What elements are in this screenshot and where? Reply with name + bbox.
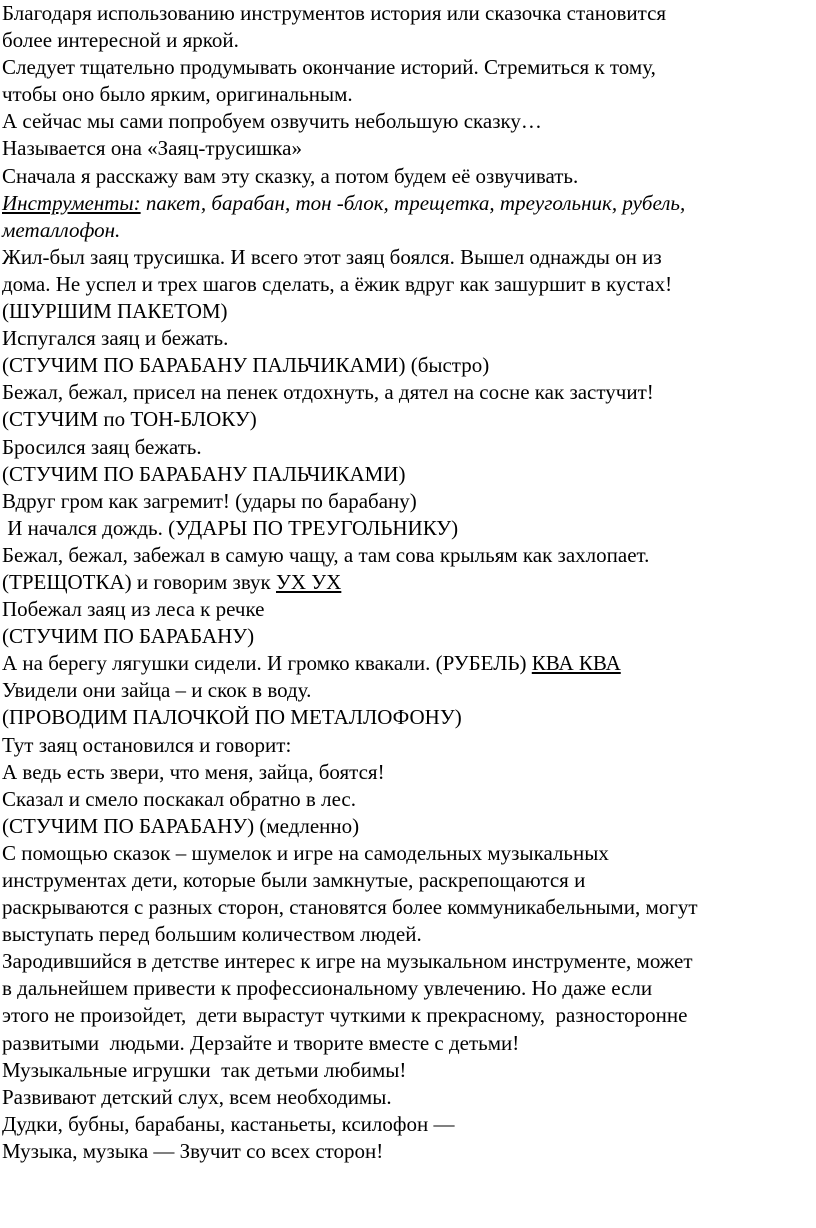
paragraph-line: в дальнейшем привести к профессиональному увлечению. Но даже если bbox=[2, 976, 653, 1001]
story-line: Вдруг гром как загремит! (удары по барабану) bbox=[2, 488, 417, 513]
story-line: (СТУЧИМ по ТОН-БЛОКУ) bbox=[2, 407, 257, 432]
story-line: Бросился заяц бежать. bbox=[2, 434, 202, 459]
story-line: Побежал заяц из леса к речке bbox=[2, 597, 265, 622]
story-line: Бежал, бежал, присел на пенек отдохнуть, а дятел на сосне как застучит! bbox=[2, 380, 654, 405]
frogs-sound: КВА КВА bbox=[531, 651, 621, 676]
text-line: А сейчас мы сами попробуем озвучить небольшую сказку… bbox=[2, 109, 542, 134]
paragraph-line: выступать перед большим количеством людей. bbox=[2, 922, 422, 947]
owl-sound: УХ УХ bbox=[276, 569, 342, 594]
poem-line: Музыкальные игрушки так детьми любимы! bbox=[2, 1057, 407, 1082]
story-line: (СТУЧИМ ПО БАРАБАНУ) (медленно) bbox=[2, 813, 360, 838]
instruments-line-2: металлофон. bbox=[2, 217, 121, 242]
story-line: (ПРОВОДИМ ПАЛОЧКОЙ ПО МЕТАЛЛОФОНУ) bbox=[2, 705, 462, 730]
story-line: Сказал и смело поскакал обратно в лес. bbox=[2, 786, 356, 811]
text-line: более интересной и яркой. bbox=[2, 28, 239, 53]
text-line: Называется она «Заяц-трусишка» bbox=[2, 136, 302, 161]
paragraph-line: С помощью сказок – шумелок и игре на самодельных музыкальных bbox=[2, 840, 609, 865]
story-line: (ШУРШИМ ПАКЕТОМ) bbox=[2, 299, 228, 324]
story-line: (СТУЧИМ ПО БАРАБАНУ ПАЛЬЧИКАМИ) bbox=[2, 461, 406, 486]
text-line: Сначала я расскажу вам эту сказку, а потом будем её озвучивать. bbox=[2, 163, 579, 188]
paragraph-line: развитыми людьми. Дерзайте и творите вместе с детьми! bbox=[2, 1030, 520, 1055]
text-line: Благодаря использованию инструментов история или сказочка становится bbox=[2, 1, 667, 25]
instruments-list: пакет, барабан, тон -блок, трещетка, треугольник, рубель, bbox=[140, 190, 686, 215]
story-line: Бежал, бежал, забежал в самую чащу, а там сова крыльям как захлопает. bbox=[2, 542, 650, 567]
poem-line: Дудки, бубны, барабаны, кастаньеты, ксилофон — bbox=[2, 1111, 455, 1136]
story-line: (СТУЧИМ ПО БАРАБАНУ) bbox=[2, 624, 255, 649]
text-line: Следует тщательно продумывать окончание историй. Стремиться к тому, bbox=[2, 55, 656, 80]
story-line: Жил-был заяц трусишка. И всего этот заяц боялся. Вышел однажды он из bbox=[2, 244, 662, 269]
owl-line bbox=[2, 569, 814, 596]
paragraph-line: этого не произойдет, дети вырастут чуткими к прекрасному, разносторонне bbox=[2, 1003, 688, 1028]
story-line: И начался дождь. (УДАРЫ ПО ТРЕУГОЛЬНИКУ) bbox=[2, 515, 459, 540]
story-line: дома. Не успел и трех шагов сделать, а ёжик вдруг как зашуршит в кустах! bbox=[2, 271, 673, 296]
frogs-text: А на берегу лягушки сидели. И громко квакали. (РУБЕЛЬ) bbox=[2, 651, 532, 676]
paragraph-line: раскрываются с разных сторон, становятся более коммуникабельными, могут bbox=[2, 895, 698, 920]
paragraph-line: Зародившийся в детстве интерес к игре на музыкальном инструменте, может bbox=[2, 949, 693, 974]
story-line: Тут заяц остановился и говорит: bbox=[2, 732, 292, 757]
frogs-line bbox=[2, 650, 814, 677]
story-line: Испугался заяц и бежать. bbox=[2, 326, 229, 351]
story-line: (СТУЧИМ ПО БАРАБАНУ ПАЛЬЧИКАМИ) (быстро) bbox=[2, 353, 490, 378]
owl-text: (ТРЕЩОТКА) и говорим звук bbox=[2, 569, 276, 594]
poem-line: Музыка, музыка — Звучит со всех сторон! bbox=[2, 1138, 384, 1163]
paragraph-line: инструментах дети, которые были замкнутые, раскрепощаются и bbox=[2, 868, 586, 892]
instruments-label: Инструменты: bbox=[2, 190, 141, 215]
poem-line: Развивают детский слух, всем необходимы. bbox=[2, 1084, 392, 1109]
text-line: чтобы оно было ярким, оригинальным. bbox=[2, 82, 353, 107]
story-line: Увидели они зайца – и скок в воду. bbox=[2, 678, 312, 703]
story-line: А ведь есть звери, что меня, зайца, боятся! bbox=[2, 759, 385, 784]
document-body bbox=[2, 0, 814, 1165]
instruments-line bbox=[2, 190, 814, 217]
